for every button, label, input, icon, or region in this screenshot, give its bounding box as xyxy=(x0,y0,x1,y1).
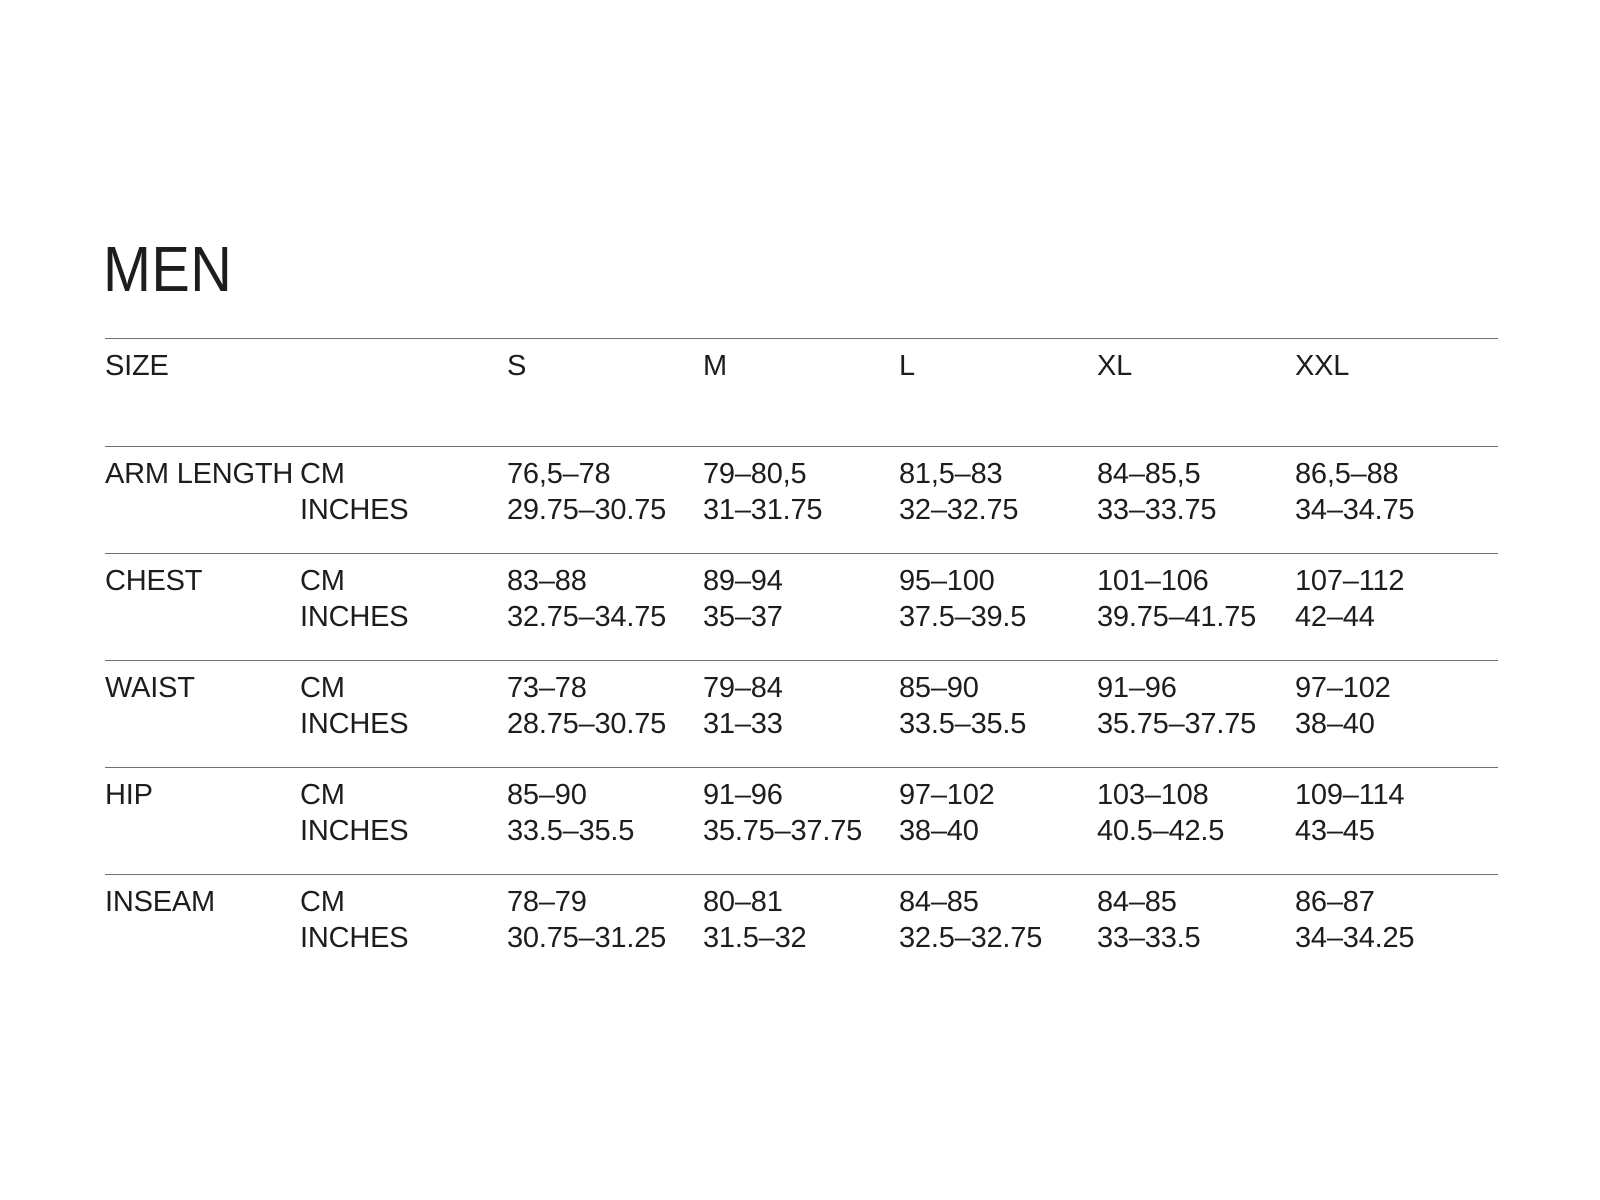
measurement-value-inches: 32.75–34.75 xyxy=(507,601,667,633)
measurement-value-cm: 103–108 xyxy=(1097,779,1209,811)
measurement-value-cm: 76,5–78 xyxy=(507,458,611,490)
measurement-value-inches: 43–45 xyxy=(1295,815,1375,847)
unit-header-spacer xyxy=(300,339,507,446)
measurement-value-cm: 79–84 xyxy=(703,672,783,704)
row-label: ARM LENGTH xyxy=(105,458,294,490)
value-cell xyxy=(1295,768,1498,874)
measurement-value-inches: 35.75–37.75 xyxy=(1097,708,1257,740)
table-row-chest xyxy=(105,553,1498,660)
value-cell xyxy=(507,661,703,767)
unit-label-cm: CM xyxy=(300,458,345,490)
measurement-value-cm: 84–85 xyxy=(1097,886,1177,918)
unit-label-cm: CM xyxy=(300,672,345,704)
value-cell xyxy=(507,768,703,874)
value-cell xyxy=(1097,554,1295,660)
unit-label-cm: CM xyxy=(300,565,345,597)
measurement-value-inches: 31–31.75 xyxy=(703,494,823,526)
value-cell xyxy=(1295,875,1498,981)
measurement-value-cm: 78–79 xyxy=(507,886,587,918)
value-cell xyxy=(507,875,703,981)
table-row-inseam xyxy=(105,874,1498,981)
measurement-value-inches: 38–40 xyxy=(899,815,979,847)
measurement-value-cm: 107–112 xyxy=(1295,565,1405,597)
size-table xyxy=(105,338,1498,981)
measurement-value-cm: 85–90 xyxy=(507,779,587,811)
value-cell xyxy=(1295,661,1498,767)
measurement-value-cm: 83–88 xyxy=(507,565,587,597)
value-cell xyxy=(1097,875,1295,981)
size-column-header-xl: XL xyxy=(1097,350,1133,382)
value-cell xyxy=(703,768,899,874)
measurement-value-inches: 32–32.75 xyxy=(899,494,1019,526)
table-row-waist xyxy=(105,660,1498,767)
measurement-value-cm: 86,5–88 xyxy=(1295,458,1399,490)
measurement-value-inches: 28.75–30.75 xyxy=(507,708,667,740)
measurement-value-cm: 73–78 xyxy=(507,672,587,704)
measurement-value-inches: 32.5–32.75 xyxy=(899,922,1043,954)
measurement-value-inches: 31.5–32 xyxy=(703,922,807,954)
measurement-value-cm: 89–94 xyxy=(703,565,783,597)
value-cell xyxy=(1097,661,1295,767)
measurement-value-inches: 37.5–39.5 xyxy=(899,601,1027,633)
unit-label-inches: INCHES xyxy=(300,815,409,847)
value-cell xyxy=(1097,447,1295,553)
size-header-label: SIZE xyxy=(105,350,169,382)
measurement-value-cm: 97–102 xyxy=(1295,672,1391,704)
measurement-value-cm: 91–96 xyxy=(703,779,783,811)
unit-cell xyxy=(300,661,507,767)
measurement-value-inches: 33–33.75 xyxy=(1097,494,1217,526)
measurement-value-inches: 30.75–31.25 xyxy=(507,922,667,954)
table-row-hip xyxy=(105,767,1498,874)
value-cell xyxy=(899,447,1097,553)
measurement-value-inches: 42–44 xyxy=(1295,601,1375,633)
unit-cell xyxy=(300,768,507,874)
unit-cell xyxy=(300,447,507,553)
measurement-value-cm: 84–85,5 xyxy=(1097,458,1201,490)
measurement-value-inches: 38–40 xyxy=(1295,708,1375,740)
value-cell xyxy=(703,661,899,767)
table-header-row xyxy=(105,338,1498,446)
measurement-value-cm: 85–90 xyxy=(899,672,979,704)
measurement-value-inches: 34–34.25 xyxy=(1295,922,1415,954)
measurement-value-cm: 80–81 xyxy=(703,886,783,918)
unit-label-cm: CM xyxy=(300,779,345,811)
measurement-value-cm: 81,5–83 xyxy=(899,458,1003,490)
measurement-value-cm: 95–100 xyxy=(899,565,995,597)
measurement-value-cm: 109–114 xyxy=(1295,779,1405,811)
value-cell xyxy=(703,875,899,981)
size-column-header-l: L xyxy=(899,350,915,382)
value-cell xyxy=(1295,554,1498,660)
unit-label-inches: INCHES xyxy=(300,494,409,526)
value-cell xyxy=(899,875,1097,981)
value-cell xyxy=(703,447,899,553)
table-row-arm-length xyxy=(105,446,1498,553)
row-label: WAIST xyxy=(105,672,195,704)
row-label: INSEAM xyxy=(105,886,215,918)
unit-label-cm: CM xyxy=(300,886,345,918)
value-cell xyxy=(507,447,703,553)
measurement-value-inches: 39.75–41.75 xyxy=(1097,601,1257,633)
size-column-header-s: S xyxy=(507,350,527,382)
measurement-value-cm: 79–80,5 xyxy=(703,458,807,490)
measurement-value-inches: 31–33 xyxy=(703,708,783,740)
measurement-value-inches: 40.5–42.5 xyxy=(1097,815,1225,847)
measurement-value-inches: 33–33.5 xyxy=(1097,922,1201,954)
value-cell xyxy=(899,661,1097,767)
page-title: MEN xyxy=(103,233,233,305)
value-cell xyxy=(507,554,703,660)
row-label: HIP xyxy=(105,779,153,811)
measurement-value-cm: 97–102 xyxy=(899,779,995,811)
measurement-value-inches: 33.5–35.5 xyxy=(507,815,635,847)
value-cell xyxy=(1295,447,1498,553)
unit-cell xyxy=(300,554,507,660)
measurement-value-inches: 34–34.75 xyxy=(1295,494,1415,526)
unit-label-inches: INCHES xyxy=(300,922,409,954)
value-cell xyxy=(899,554,1097,660)
measurement-value-cm: 84–85 xyxy=(899,886,979,918)
measurement-value-inches: 29.75–30.75 xyxy=(507,494,667,526)
row-label: CHEST xyxy=(105,565,203,597)
value-cell xyxy=(1097,768,1295,874)
value-cell xyxy=(703,554,899,660)
size-column-header-m: M xyxy=(703,350,727,382)
unit-label-inches: INCHES xyxy=(300,601,409,633)
value-cell xyxy=(899,768,1097,874)
unit-label-inches: INCHES xyxy=(300,708,409,740)
measurement-value-cm: 91–96 xyxy=(1097,672,1177,704)
size-column-header-xxl: XXL xyxy=(1295,350,1350,382)
measurement-value-inches: 35.75–37.75 xyxy=(703,815,863,847)
unit-cell xyxy=(300,875,507,981)
measurement-value-cm: 101–106 xyxy=(1097,565,1209,597)
measurement-value-cm: 86–87 xyxy=(1295,886,1375,918)
measurement-value-inches: 33.5–35.5 xyxy=(899,708,1027,740)
measurement-value-inches: 35–37 xyxy=(703,601,783,633)
